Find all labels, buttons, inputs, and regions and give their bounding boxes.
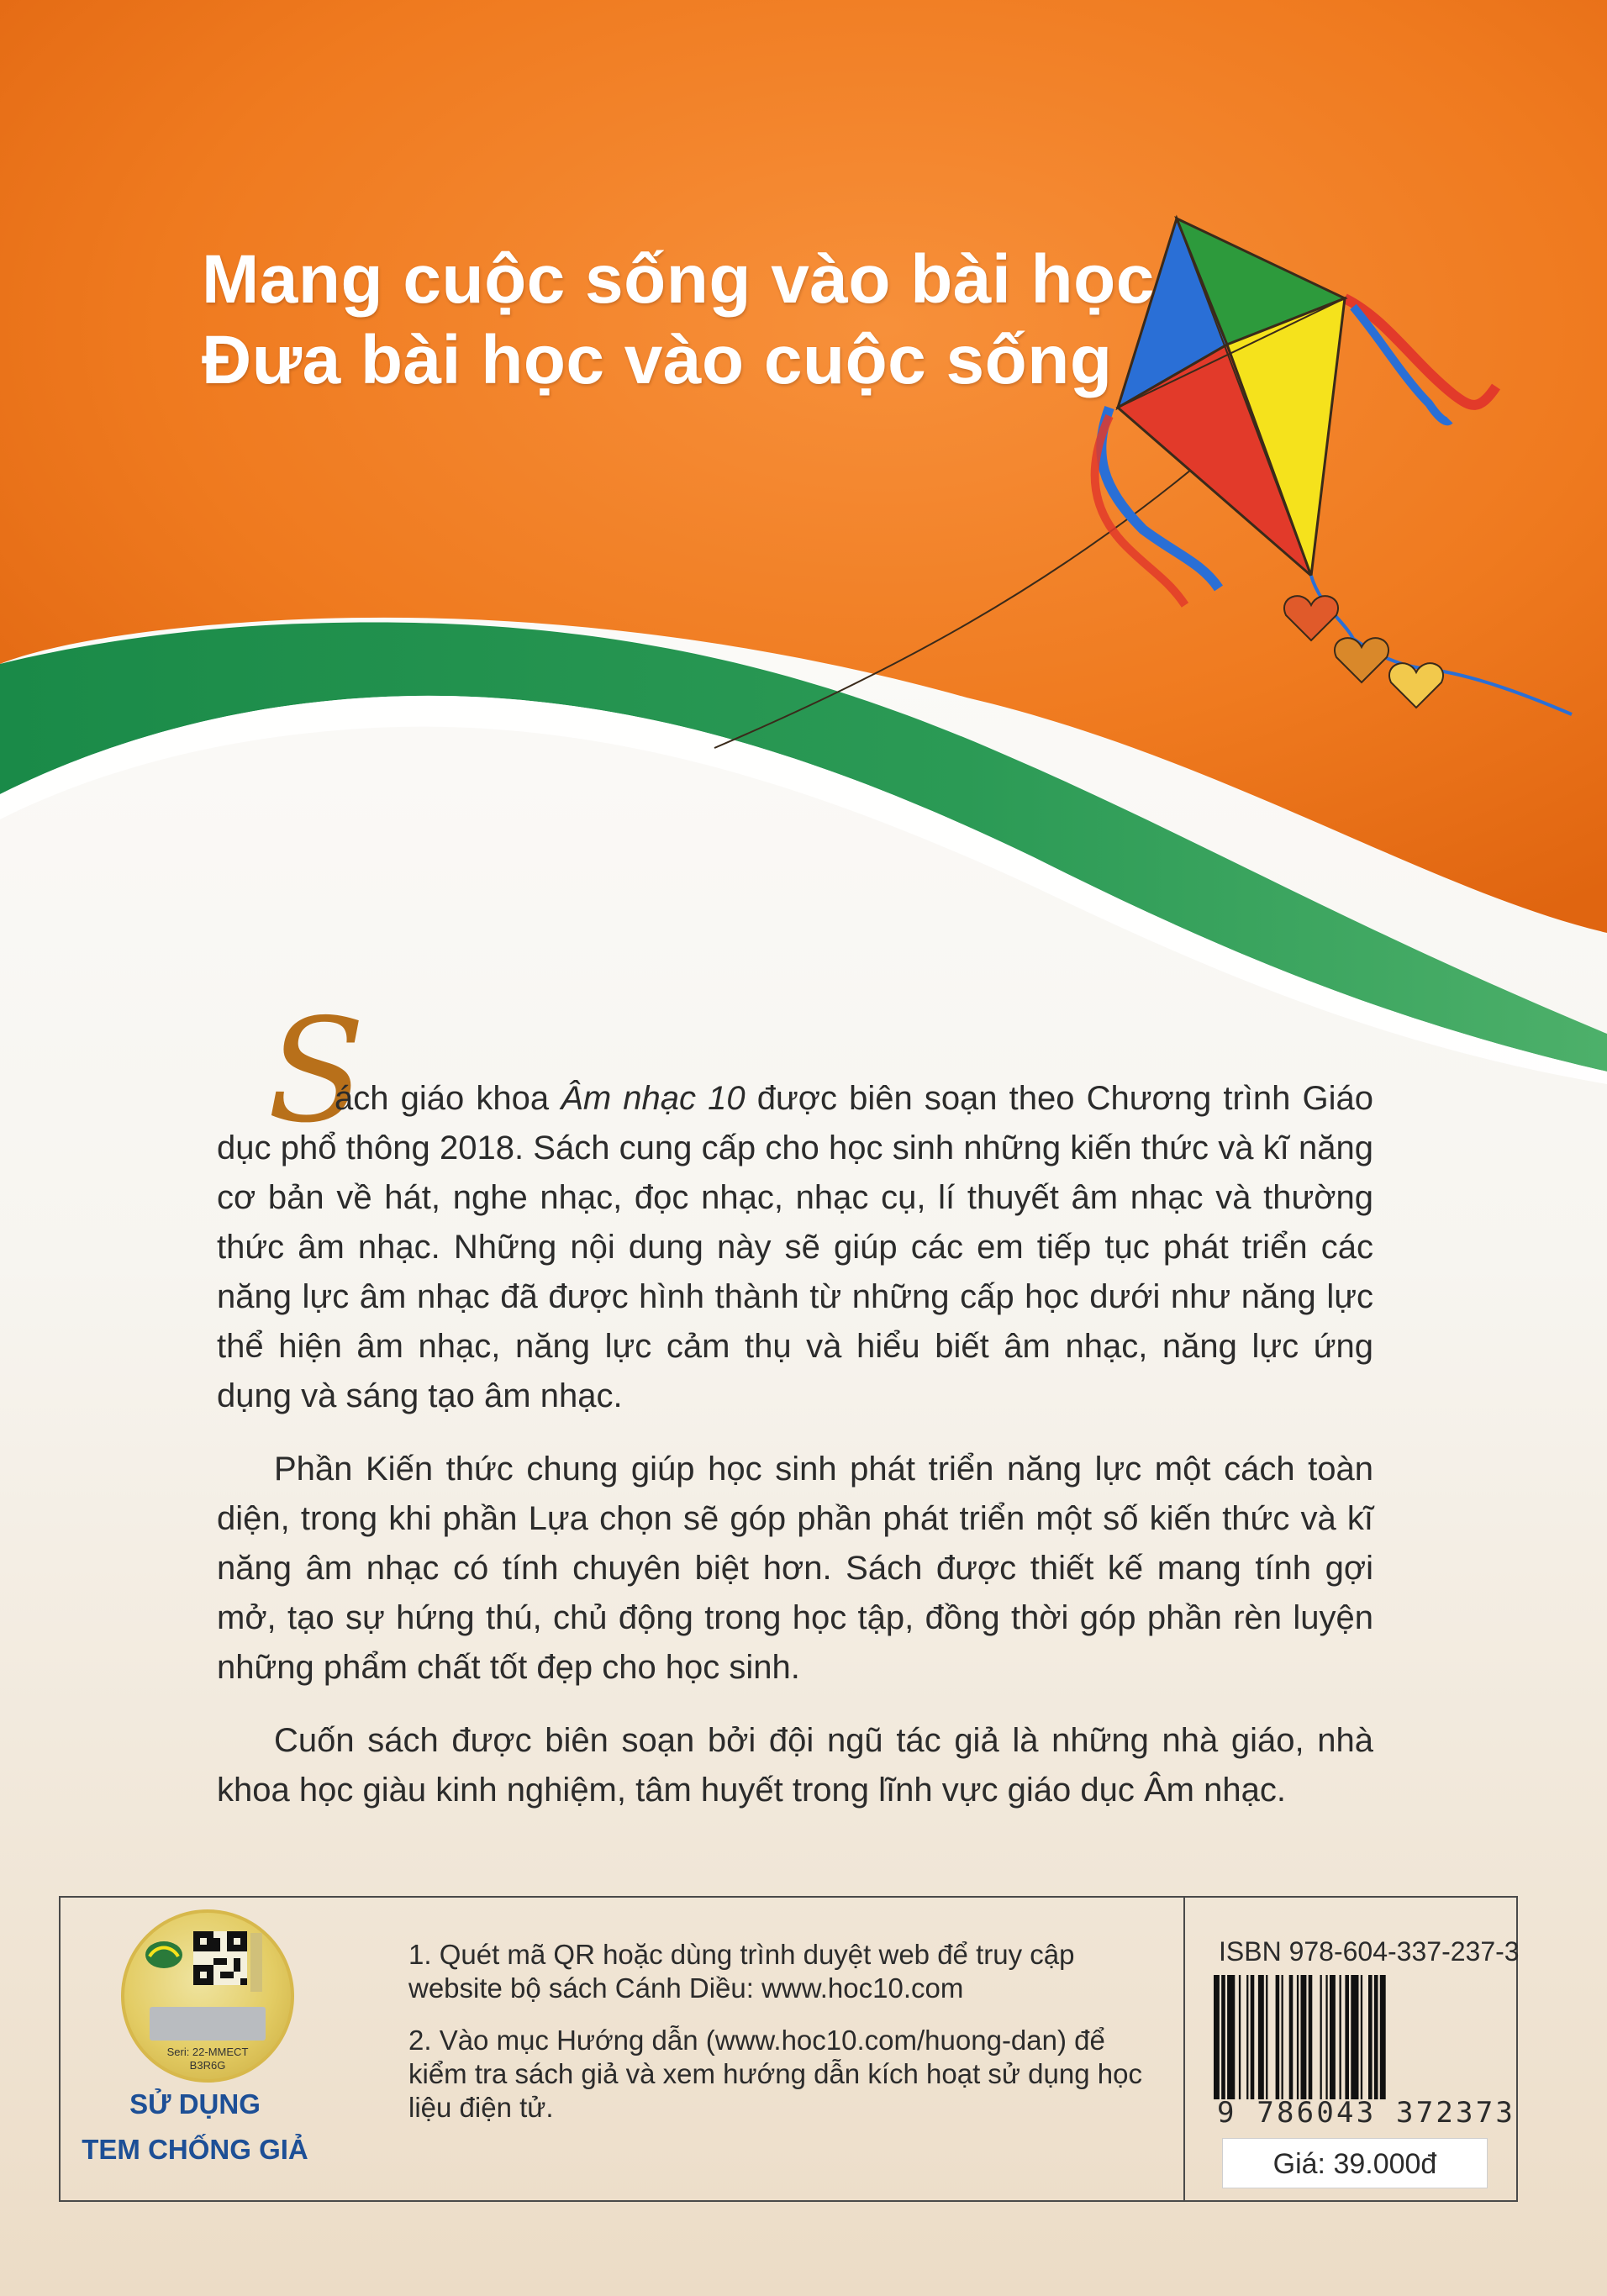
- anti-counterfeit-seal: [121, 1909, 294, 2083]
- barcode-bar: [1276, 1975, 1280, 2099]
- barcode-bar: [1214, 1975, 1220, 2099]
- barcode-bar: [1368, 1975, 1373, 2099]
- barcode-bar: [1239, 1975, 1241, 2099]
- price-tag: Giá: 39.000đ: [1222, 2138, 1488, 2188]
- info-divider: [1183, 1898, 1185, 2200]
- stamp-label-line-2: TEM CHỐNG GIẢ: [82, 2134, 308, 2165]
- instruction-step-1: 1. Quét mã QR hoặc dùng trình duyệt web để truy cập website bộ sách Cánh Diều: www.hoc10.com: [408, 1939, 1075, 2004]
- barcode-bar: [1289, 1975, 1294, 2099]
- barcode-bar: [1251, 1975, 1255, 2099]
- slogan-line-2: Đưa bài học vào cuộc sống: [202, 322, 1113, 398]
- barcode-bar: [1309, 1975, 1313, 2099]
- barcode: [1209, 1975, 1503, 2099]
- barcode-bar: [1374, 1975, 1378, 2099]
- instruction-step-2: 2. Vào mục Hướng dẫn (www.hoc10.com/huong-dan) để kiểm tra sách giả và xem hướng dẫn kích hoạt sử dụng học liệu điện tử.: [408, 2025, 1142, 2123]
- barcode-bar: [1246, 1975, 1248, 2099]
- drop-cap: S: [267, 988, 366, 1155]
- barcode-bar: [1282, 1975, 1283, 2099]
- description-paragraph-2: Phần Kiến thức chung giúp học sinh phát triển năng lực một cách toàn diện, trong khi phần Lựa chọn sẽ góp phần phát triển một số kiến thức và kĩ năng âm nhạc có tính chuyên biệt hơn. Sách được thiết kế mang tính gợi mở, tạo sự hứng thú, chủ động trong học tập, đồng thời góp phần rèn luyện những phẩm chất tốt đẹp cho học sinh.: [217, 1451, 1373, 1686]
- book-title-italic: Âm nhạc 10: [561, 1080, 746, 1117]
- heart-1: [1284, 596, 1338, 640]
- seal-side-strip: [250, 1933, 262, 1992]
- stamp-label-line-1: SỬ DỤNG: [129, 2088, 261, 2120]
- barcode-bar: [1351, 1975, 1358, 2099]
- barcode-bar: [1380, 1975, 1386, 2099]
- barcode-bar: [1221, 1975, 1225, 2099]
- isbn-label: ISBN 978-604-337-237-3: [1219, 1936, 1520, 1967]
- barcode-bar: [1330, 1975, 1336, 2099]
- seal-serial-line-2: B3R6G: [189, 2059, 226, 2072]
- barcode-bar: [1345, 1975, 1349, 2099]
- barcode-bar: [1227, 1975, 1235, 2099]
- seal-serial: [124, 2046, 291, 2072]
- book-description: [217, 1074, 1373, 1839]
- description-paragraph-3: Cuốn sách được biên soạn bởi đội ngũ tác giả là những nhà giáo, nhà khoa học giàu kinh nghiệm, tâm huyết trong lĩnh vực giáo dục Âm nhạc.: [217, 1722, 1373, 1809]
- description-paragraph-1: [217, 1074, 1373, 1421]
- slogan: [202, 240, 1155, 401]
- seal-serial-line-1: Seri: 22-MMECT: [166, 2046, 249, 2058]
- barcode-bar: [1258, 1975, 1264, 2099]
- slogan-line-1: Mang cuộc sống vào bài học: [202, 241, 1155, 318]
- barcode-bar: [1340, 1975, 1341, 2099]
- info-box: [59, 1896, 1518, 2202]
- paragraph-1-rest: được biên soạn theo Chương trình Giáo dục phổ thông 2018. Sách cung cấp cho học sinh những kiến thức và kĩ năng cơ bản về hát, nghe nhạc, đọc nhạc, nhạc cụ, lí thuyết âm nhạc và thường thức âm nhạc. Những nội dung này sẽ giúp các em tiếp tục phát triển các năng lực âm nhạc đã được hình thành từ những cấp học dưới như năng lực thể hiện âm nhạc, năng lực cảm thụ và hiểu biết âm nhạc, năng lực ứng dụng và sáng tạo âm nhạc.: [217, 1080, 1373, 1414]
- publisher-logo-icon: [143, 1938, 185, 1972]
- barcode-bar: [1361, 1975, 1362, 2099]
- heart-3: [1389, 663, 1443, 708]
- barcode-bar: [1297, 1975, 1299, 2099]
- barcode-bar: [1301, 1975, 1307, 2099]
- barcode-digits: 9 786043 372373: [1217, 2096, 1516, 2130]
- paragraph-1-start: ách giáo khoa: [335, 1080, 561, 1117]
- barcode-bar: [1266, 1975, 1267, 2099]
- scratch-panel: [150, 2007, 266, 2041]
- instructions: [408, 1938, 1165, 2143]
- qr-code-icon: [193, 1931, 247, 1985]
- barcode-bar: [1320, 1975, 1322, 2099]
- barcode-bar: [1325, 1975, 1327, 2099]
